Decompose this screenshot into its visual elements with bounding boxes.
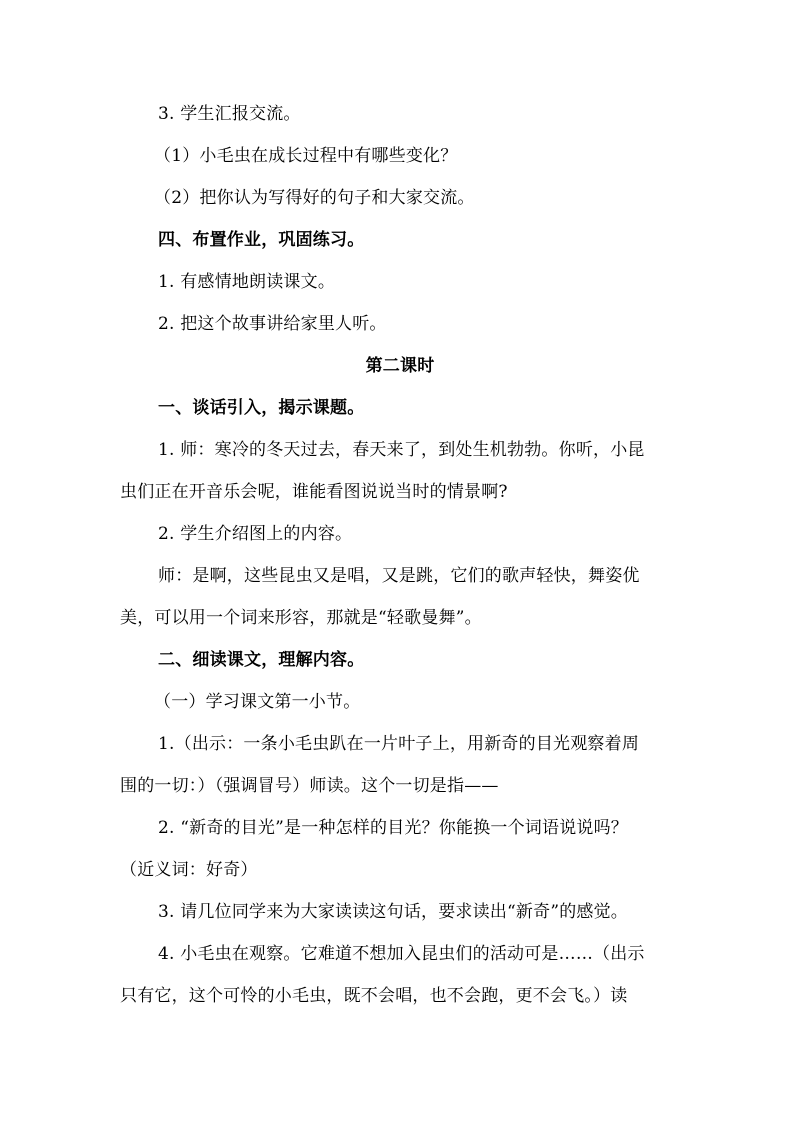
- paragraph-line: 美，可以用一个词来形容，那就是“轻歌曼舞”。: [120, 608, 482, 628]
- paragraph-line: 虫们正在开音乐会呢，谁能看图说说当时的情景啊?: [120, 482, 508, 502]
- paragraph-line: 2. 学生介绍图上的内容。: [158, 524, 353, 544]
- paragraph-line: 1. 师：寒冷的冬天过去，春天来了，到处生机勃勃。你听，小昆: [158, 440, 645, 460]
- paragraph-line: 2. “新奇的目光”是一种怎样的目光？你能换一个词语说说吗？: [158, 818, 629, 838]
- paragraph-line: （1）小毛虫在成长过程中有哪些变化？: [154, 146, 458, 166]
- paragraph-line: 3. 请几位同学来为大家读读这句话，要求读出“新奇”的感觉。: [158, 902, 629, 922]
- paragraph-line: 只有它，这个可怜的小毛虫，既不会唱，也不会跑，更不会飞。）读: [120, 986, 628, 1006]
- paragraph-line: （一）学习课文第一小节。: [154, 692, 361, 712]
- paragraph-line: 师：是啊，这些昆虫又是唱，又是跳，它们的歌声轻快，舞姿优: [158, 566, 640, 586]
- section-heading: 一、谈话引入，揭示课题。: [158, 398, 365, 418]
- lesson-title: 第二课时: [365, 356, 435, 376]
- paragraph-line: （近义词：好奇）: [120, 860, 258, 880]
- paragraph-line: 1. 有感情地朗读课文。: [158, 272, 336, 292]
- document-body: [120, 103, 680, 1027]
- section-heading: 四、布置作业，巩固练习。: [158, 230, 365, 250]
- paragraph-line: 2. 把这个故事讲给家里人听。: [158, 314, 387, 334]
- paragraph-line: 3. 学生汇报交流。: [158, 104, 301, 124]
- section-heading: 二、细读课文，理解内容。: [158, 650, 365, 670]
- paragraph-line: 4. 小毛虫在观察。它难道不想加入昆虫们的活动可是……（出示: [158, 944, 645, 964]
- paragraph-line: 1.（出示：一条小毛虫趴在一片叶子上，用新奇的目光观察着周: [158, 734, 640, 754]
- paragraph-line: （2）把你认为写得好的句子和大家交流。: [154, 188, 475, 208]
- paragraph-line: 围的一切：）（强调冒号）师读。这个一切是指——: [120, 776, 499, 796]
